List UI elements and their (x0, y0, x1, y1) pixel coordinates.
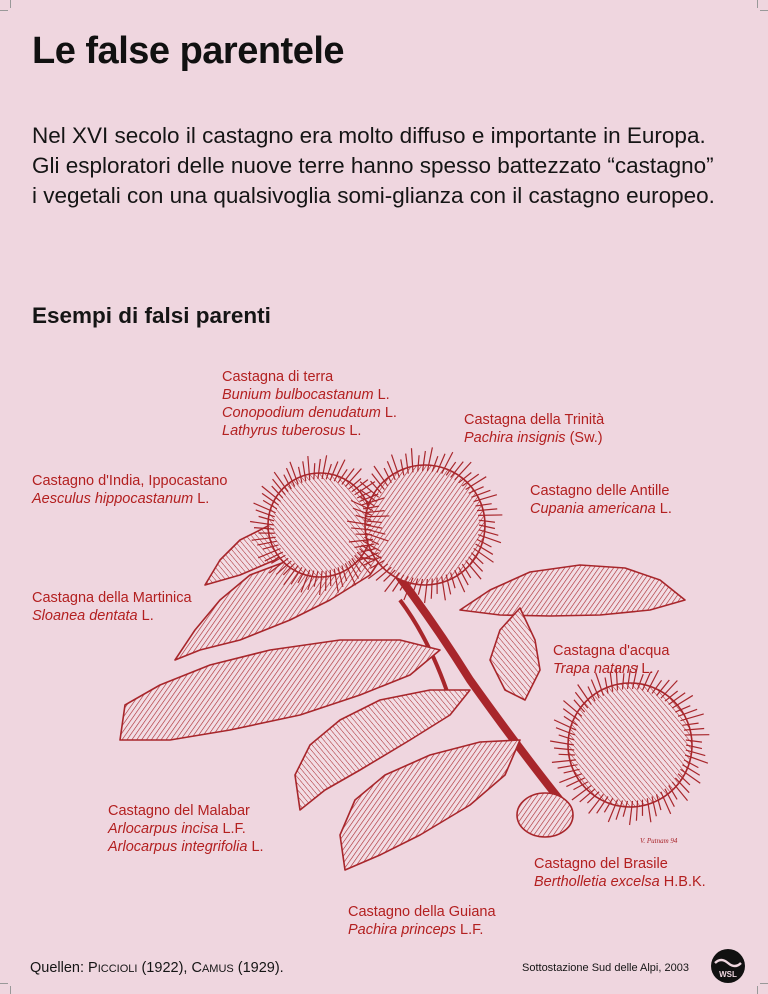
scientific-name: Bunium bulbocastanum (222, 387, 374, 403)
citation-year: (1922), (137, 960, 192, 976)
burr-spike (356, 534, 372, 535)
page-title: Le false parentele (32, 30, 345, 72)
label-castagno-della-guiana (348, 903, 496, 939)
label-common-name: Castagna della Trinità (464, 412, 605, 428)
label-common-name: Castagna d'acqua (553, 643, 670, 659)
burr-spike (661, 681, 678, 699)
label-common-name: Castagna di terra (222, 369, 334, 385)
label-castagna-della-trinita (464, 411, 604, 447)
chestnut-nut (517, 793, 573, 837)
author-initial: P (88, 960, 98, 976)
author-abbrev: L. (247, 839, 264, 855)
credit-text: Sottostazione Sud delle Alpi, 2003 (522, 962, 689, 974)
leaf-right-middle (490, 608, 540, 700)
section-subtitle: Esempi di falsi parenti (32, 303, 271, 328)
citation-year: (1929). (233, 960, 284, 976)
scientific-name: Aesculus hippocastanum (32, 491, 194, 507)
author-abbrev: L. (655, 501, 672, 517)
label-castagno-del-malabar (108, 802, 264, 856)
author-abbrev: H.B.K. (659, 874, 706, 890)
sources-citation (30, 960, 284, 976)
author-smallcaps: ICCIOLI (97, 963, 138, 975)
label-castagno-del-brasile (534, 855, 706, 891)
burr-spike (572, 785, 591, 800)
author-abbrev: L. (345, 423, 362, 439)
intro-paragraph: Nel XVI secolo il castagno era molto diffuso e importante in Europa. Gli esploratori delle nuove terre hanno spesso battezzato “castagno” i vegetali con una qualsivoglia somi-glianza con il castagno europeo. (32, 123, 715, 208)
label-castagno-delle-antille (530, 482, 672, 518)
label-common-name: Castagno della Guiana (348, 904, 496, 920)
burr-spike (559, 754, 575, 755)
wsl-logo-icon (710, 948, 746, 984)
burr-spike (326, 571, 327, 591)
burr-spike (330, 570, 331, 586)
burr-spike (365, 516, 389, 517)
scientific-name: Cupania americana (530, 501, 656, 517)
burr-spike (466, 561, 481, 580)
scientific-name: Pachira princeps (348, 922, 456, 938)
scientific-name: Pachira insignis (464, 430, 566, 446)
svg-text:WSL: WSL (719, 970, 737, 979)
svg-text:V. Putnam 94: V. Putnam 94 (640, 837, 678, 845)
label-castagna-d-acqua (553, 642, 669, 678)
label-common-name: Castagno del Malabar (108, 803, 250, 819)
author-abbrev: L.F. (456, 922, 484, 938)
author-abbrev: L. (193, 491, 210, 507)
scientific-name: Lathyrus tuberosus (222, 423, 346, 439)
author-abbrev: L.F. (218, 821, 246, 837)
author-abbrev: L. (637, 661, 654, 677)
burr-spike (578, 684, 592, 704)
label-castagna-della-martinica (32, 589, 192, 625)
author-initial: C (191, 960, 202, 976)
author-abbrev: (Sw.) (565, 430, 603, 446)
scientific-name: Conopodium denudatum (222, 405, 381, 421)
label-common-name: Castagno delle Antille (530, 483, 670, 499)
author-smallcaps: AMUS (201, 963, 234, 975)
label-common-name: Castagna della Martinica (32, 590, 192, 606)
burr-spike (455, 462, 471, 480)
burr-spike (672, 782, 687, 801)
burr-spike (374, 466, 388, 486)
scientific-name: Bertholletia excelsa (534, 874, 660, 890)
author-abbrev: L. (373, 387, 390, 403)
scientific-name: Trapa natans (553, 661, 638, 677)
scientific-name: Arlocarpus integrifolia (108, 839, 248, 855)
label-common-name: Castagno del Brasile (534, 856, 668, 872)
author-abbrev: L. (137, 608, 154, 624)
label-common-name: Castagno d'India, Ippocastano (32, 473, 228, 489)
leaf-right-upper (460, 565, 685, 616)
sources-prefix: Quellen: (30, 960, 89, 976)
author-abbrev: L. (380, 405, 397, 421)
scientific-name: Sloanea dentata (32, 608, 138, 624)
label-castagno-d-india (32, 472, 227, 508)
scientific-name: Arlocarpus incisa (108, 821, 219, 837)
label-castagna-di-terra (222, 368, 397, 440)
